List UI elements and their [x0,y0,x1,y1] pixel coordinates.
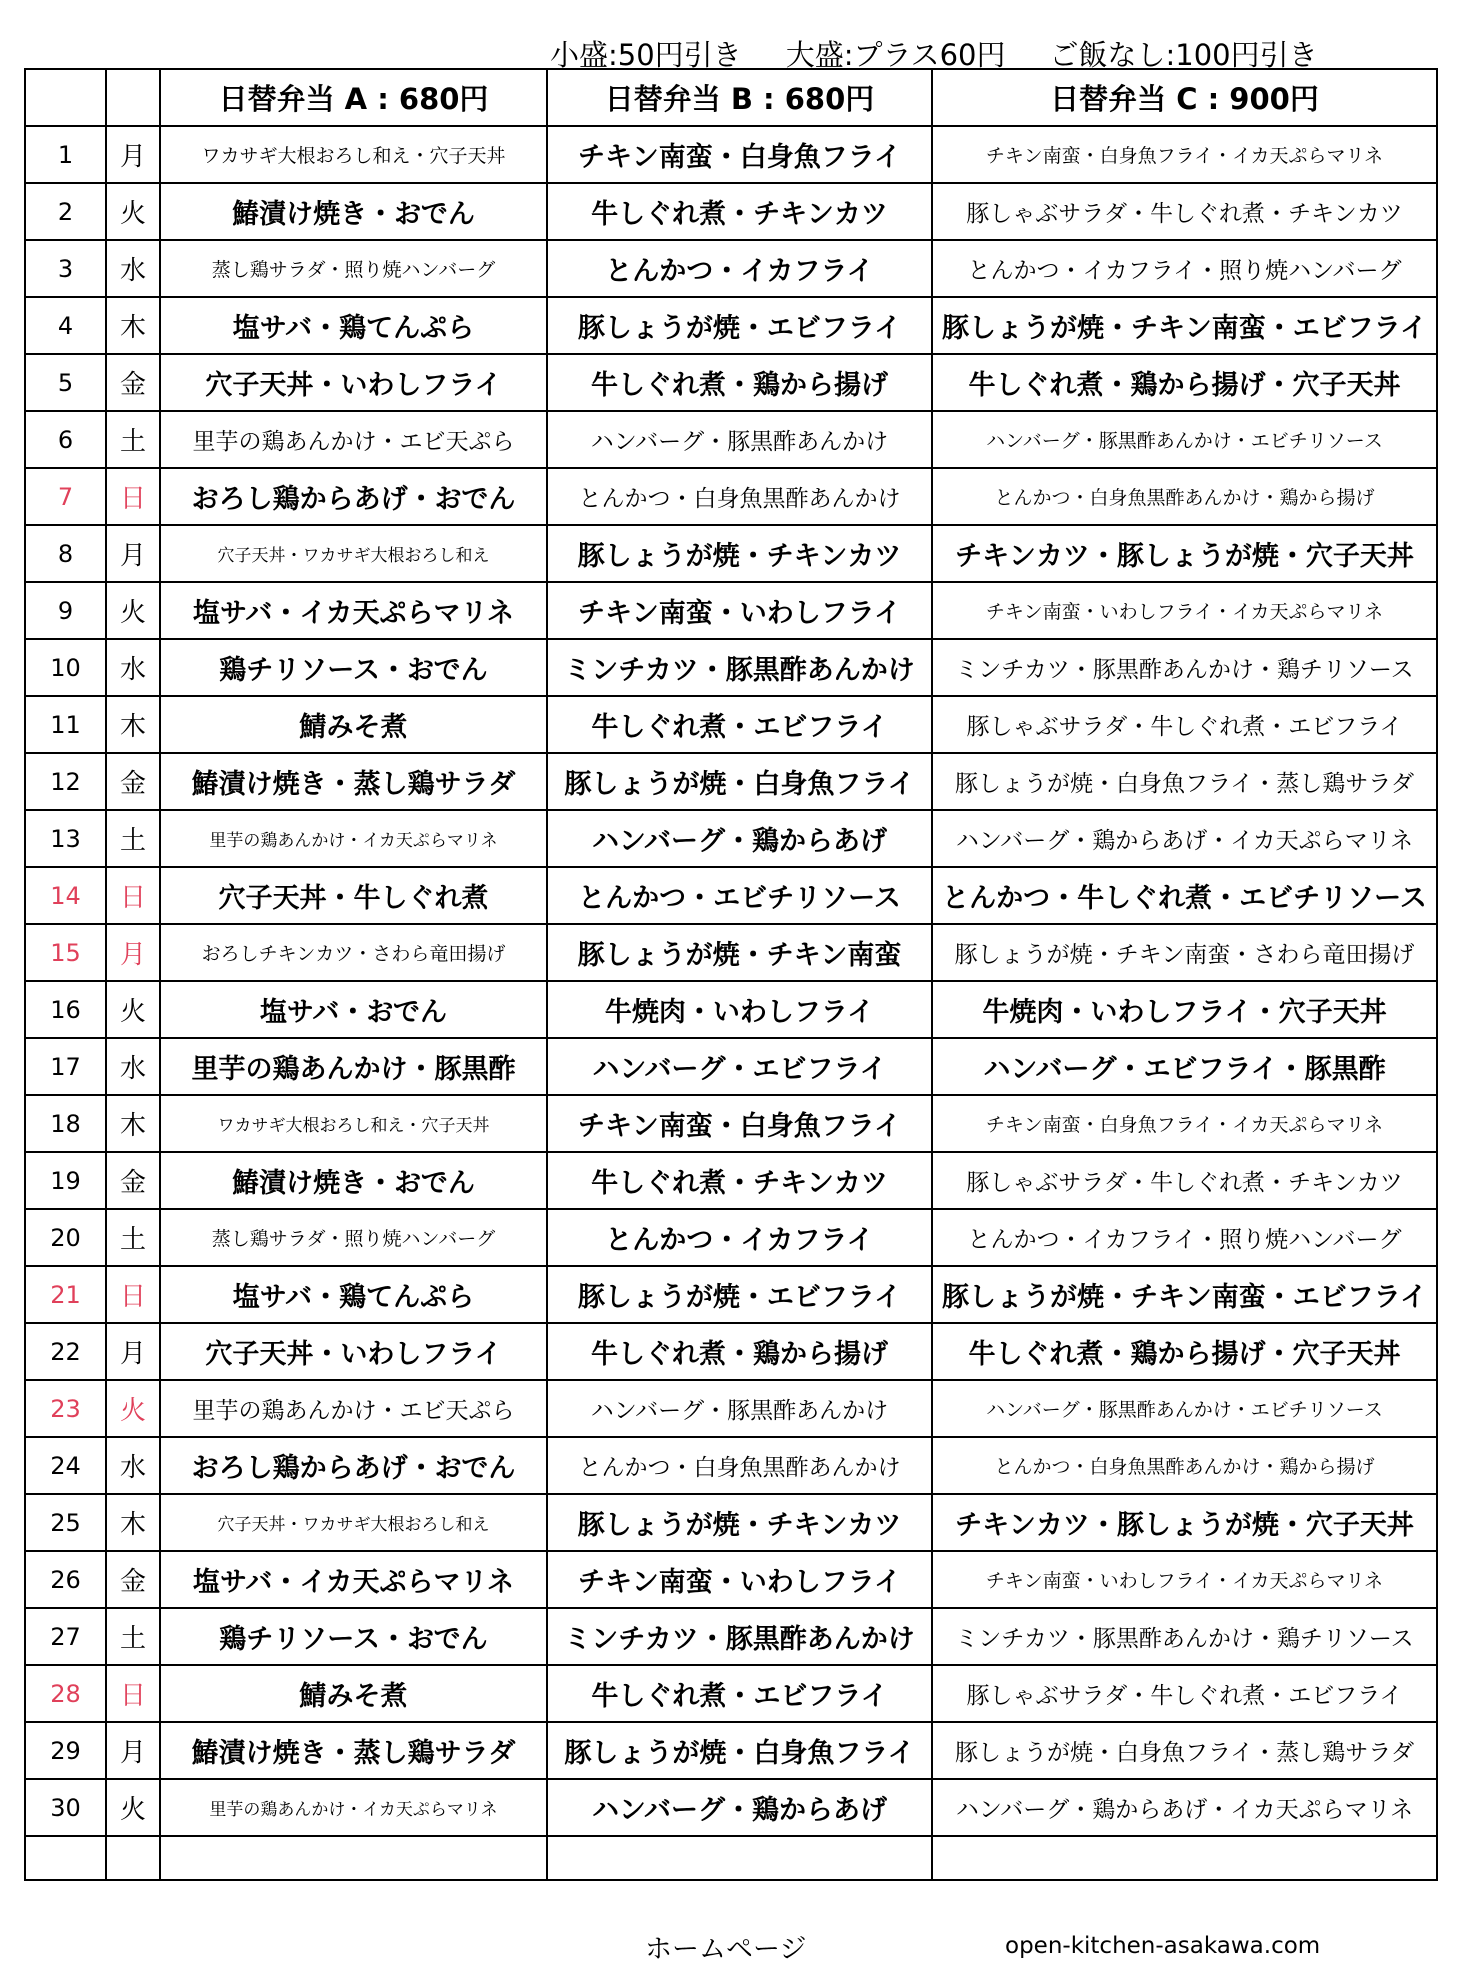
bento-b-cell: とんかつ・エビチリソース [547,867,932,924]
date-cell: 10 [25,639,106,696]
date-cell: 8 [25,525,106,582]
bento-c-cell: ハンバーグ・鶏からあげ・イカ天ぷらマリネ [932,810,1437,867]
bento-a-cell: 鰆漬け焼き・おでん [160,1152,547,1209]
weekday-cell: 金 [106,1152,160,1209]
bento-a-cell: 鯖みそ煮 [160,696,547,753]
date-cell: 6 [25,411,106,468]
table-row [25,1209,1437,1266]
date-cell: 4 [25,297,106,354]
bento-a-cell: 塩サバ・鶏てんぷら [160,297,547,354]
bento-c-cell: ハンバーグ・鶏からあげ・イカ天ぷらマリネ [932,1779,1437,1836]
date-cell: 11 [25,696,106,753]
header-bento-a: 日替弁当 A : 680円 [160,69,547,126]
date-cell: 2 [25,183,106,240]
date-cell: 19 [25,1152,106,1209]
bento-a-cell: 穴子天丼・牛しぐれ煮 [160,867,547,924]
date-cell: 1 [25,126,106,183]
weekday-cell: 金 [106,354,160,411]
table-row [25,867,1437,924]
table-row [25,582,1437,639]
bento-c-cell: とんかつ・白身魚黒酢あんかけ・鶏から揚げ [932,468,1437,525]
monthly-menu-table [24,68,1438,1881]
bento-a-cell: 鶏チリソース・おでん [160,639,547,696]
bento-a-cell: 鶏チリソース・おでん [160,1608,547,1665]
bento-b-cell: 牛しぐれ煮・エビフライ [547,696,932,753]
bento-a-cell: おろし鶏からあげ・おでん [160,1437,547,1494]
bento-b-cell: チキン南蛮・いわしフライ [547,1551,932,1608]
bento-a-cell: おろし鶏からあげ・おでん [160,468,547,525]
table-row [25,183,1437,240]
table-row [25,639,1437,696]
bento-c-cell: 豚しょうが焼・チキン南蛮・エビフライ [932,1266,1437,1323]
weekday-cell: 水 [106,1038,160,1095]
date-cell: 16 [25,981,106,1038]
note-large-portion: 大盛:プラス60円 [785,37,1006,72]
table-row [25,1095,1437,1152]
weekday-cell: 水 [106,240,160,297]
weekday-cell: 木 [106,297,160,354]
bento-c-cell: とんかつ・牛しぐれ煮・エビチリソース [932,867,1437,924]
table-row [25,1266,1437,1323]
table-row [25,126,1437,183]
bento-c-cell: ハンバーグ・エビフライ・豚黒酢 [932,1038,1437,1095]
bento-b-cell: 豚しょうが焼・白身魚フライ [547,1722,932,1779]
bento-c-cell: チキン南蛮・いわしフライ・イカ天ぷらマリネ [932,1551,1437,1608]
bento-c-cell: チキン南蛮・白身魚フライ・イカ天ぷらマリネ [932,126,1437,183]
bento-a-cell: おろしチキンカツ・さわら竜田揚げ [160,924,547,981]
date-cell: 26 [25,1551,106,1608]
bento-a-cell: 穴子天丼・いわしフライ [160,354,547,411]
table-row [25,1437,1437,1494]
weekday-cell: 月 [106,525,160,582]
weekday-cell: 日 [106,867,160,924]
bento-b-cell: 牛しぐれ煮・チキンカツ [547,1152,932,1209]
date-cell: 22 [25,1323,106,1380]
bento-b-cell: ミンチカツ・豚黒酢あんかけ [547,639,932,696]
table-row [25,1608,1437,1665]
bento-c-cell: 豚しょうが焼・白身魚フライ・蒸し鶏サラダ [932,1722,1437,1779]
bento-b-cell: 豚しょうが焼・エビフライ [547,1266,932,1323]
bento-c-cell: とんかつ・イカフライ・照り焼ハンバーグ [932,240,1437,297]
header-row [25,69,1437,126]
bento-b-cell: ハンバーグ・鶏からあげ [547,1779,932,1836]
weekday-cell: 金 [106,753,160,810]
bento-a-cell: 鯖みそ煮 [160,1665,547,1722]
header-weekday [106,69,160,126]
footer-homepage-label: ホームページ [645,1934,807,1965]
bento-c-cell: チキンカツ・豚しょうが焼・穴子天丼 [932,1494,1437,1551]
bento-a-cell: 穴子天丼・いわしフライ [160,1323,547,1380]
weekday-cell: 水 [106,639,160,696]
empty-cell [547,1836,932,1880]
footer-url: open-kitchen-asakawa.com [1005,1933,1321,1959]
bento-b-cell: チキン南蛮・白身魚フライ [547,126,932,183]
date-cell: 7 [25,468,106,525]
bento-c-cell: ハンバーグ・豚黒酢あんかけ・エビチリソース [932,411,1437,468]
date-cell: 17 [25,1038,106,1095]
pricing-notes [550,34,1430,72]
weekday-cell: 火 [106,981,160,1038]
date-cell: 5 [25,354,106,411]
header-date [25,69,106,126]
weekday-cell: 火 [106,1380,160,1437]
bento-a-cell: 穴子天丼・ワカサギ大根おろし和え [160,525,547,582]
bento-a-cell: ワカサギ大根おろし和え・穴子天丼 [160,126,547,183]
bento-c-cell: 豚しょうが焼・チキン南蛮・エビフライ [932,297,1437,354]
weekday-cell: 月 [106,126,160,183]
bento-c-cell: とんかつ・イカフライ・照り焼ハンバーグ [932,1209,1437,1266]
bento-a-cell: 鰆漬け焼き・おでん [160,183,547,240]
table-row [25,411,1437,468]
bento-c-cell: 豚しゃぶサラダ・牛しぐれ煮・エビフライ [932,1665,1437,1722]
weekday-cell: 土 [106,1608,160,1665]
table-row [25,240,1437,297]
table-row [25,1038,1437,1095]
bento-a-cell: 蒸し鶏サラダ・照り焼ハンバーグ [160,240,547,297]
table-row [25,1323,1437,1380]
bento-c-cell: 豚しゃぶサラダ・牛しぐれ煮・エビフライ [932,696,1437,753]
bento-b-cell: 豚しょうが焼・チキン南蛮 [547,924,932,981]
bento-b-cell: 豚しょうが焼・エビフライ [547,297,932,354]
weekday-cell: 土 [106,411,160,468]
table-row [25,1380,1437,1437]
bento-c-cell: 豚しょうが焼・白身魚フライ・蒸し鶏サラダ [932,753,1437,810]
weekday-cell: 火 [106,582,160,639]
weekday-cell: 月 [106,1722,160,1779]
empty-cell [25,1836,106,1880]
bento-b-cell: ハンバーグ・豚黒酢あんかけ [547,1380,932,1437]
table-row [25,924,1437,981]
table-row [25,354,1437,411]
bento-b-cell: 豚しょうが焼・チキンカツ [547,1494,932,1551]
weekday-cell: 火 [106,183,160,240]
bento-b-cell: とんかつ・イカフライ [547,1209,932,1266]
bento-b-cell: 牛焼肉・いわしフライ [547,981,932,1038]
bento-a-cell: 鰆漬け焼き・蒸し鶏サラダ [160,1722,547,1779]
bento-a-cell: 塩サバ・おでん [160,981,547,1038]
bento-a-cell: 里芋の鶏あんかけ・イカ天ぷらマリネ [160,1779,547,1836]
bento-c-cell: ハンバーグ・豚黒酢あんかけ・エビチリソース [932,1380,1437,1437]
menu-body [25,126,1437,1880]
table-row [25,696,1437,753]
weekday-cell: 日 [106,1665,160,1722]
date-cell: 29 [25,1722,106,1779]
date-cell: 25 [25,1494,106,1551]
table-row [25,1152,1437,1209]
date-cell: 27 [25,1608,106,1665]
date-cell: 3 [25,240,106,297]
weekday-cell: 日 [106,468,160,525]
bento-b-cell: ハンバーグ・鶏からあげ [547,810,932,867]
table-row [25,981,1437,1038]
table-row [25,525,1437,582]
bento-b-cell: 牛しぐれ煮・鶏から揚げ [547,1323,932,1380]
weekday-cell: 土 [106,810,160,867]
bento-b-cell: 牛しぐれ煮・鶏から揚げ [547,354,932,411]
empty-cell [160,1836,547,1880]
date-cell: 12 [25,753,106,810]
bento-b-cell: ハンバーグ・エビフライ [547,1038,932,1095]
bento-a-cell: 里芋の鶏あんかけ・エビ天ぷら [160,411,547,468]
date-cell: 28 [25,1665,106,1722]
weekday-cell: 日 [106,1266,160,1323]
table-row [25,1551,1437,1608]
table-row [25,1665,1437,1722]
table-row [25,753,1437,810]
bento-c-cell: 豚しょうが焼・チキン南蛮・さわら竜田揚げ [932,924,1437,981]
bento-b-cell: 豚しょうが焼・白身魚フライ [547,753,932,810]
weekday-cell: 木 [106,1095,160,1152]
date-cell: 13 [25,810,106,867]
bento-c-cell: ミンチカツ・豚黒酢あんかけ・鶏チリソース [932,639,1437,696]
empty-cell [106,1836,160,1880]
header-bento-b: 日替弁当 B : 680円 [547,69,932,126]
bento-b-cell: 牛しぐれ煮・エビフライ [547,1665,932,1722]
bento-b-cell: ミンチカツ・豚黒酢あんかけ [547,1608,932,1665]
bento-a-cell: 里芋の鶏あんかけ・豚黒酢 [160,1038,547,1095]
weekday-cell: 月 [106,1323,160,1380]
bento-c-cell: 牛しぐれ煮・鶏から揚げ・穴子天丼 [932,354,1437,411]
date-cell: 24 [25,1437,106,1494]
bento-c-cell: 牛しぐれ煮・鶏から揚げ・穴子天丼 [932,1323,1437,1380]
date-cell: 23 [25,1380,106,1437]
bento-a-cell: 塩サバ・鶏てんぷら [160,1266,547,1323]
date-cell: 14 [25,867,106,924]
table-row [25,1779,1437,1836]
date-cell: 30 [25,1779,106,1836]
bento-c-cell: チキン南蛮・いわしフライ・イカ天ぷらマリネ [932,582,1437,639]
bento-b-cell: とんかつ・白身魚黒酢あんかけ [547,468,932,525]
table-row [25,1722,1437,1779]
bento-c-cell: 豚しゃぶサラダ・牛しぐれ煮・チキンカツ [932,183,1437,240]
bento-a-cell: 里芋の鶏あんかけ・エビ天ぷら [160,1380,547,1437]
bento-c-cell: ミンチカツ・豚黒酢あんかけ・鶏チリソース [932,1608,1437,1665]
bento-c-cell: チキンカツ・豚しょうが焼・穴子天丼 [932,525,1437,582]
bento-a-cell: 里芋の鶏あんかけ・イカ天ぷらマリネ [160,810,547,867]
bento-c-cell: とんかつ・白身魚黒酢あんかけ・鶏から揚げ [932,1437,1437,1494]
bento-b-cell: とんかつ・イカフライ [547,240,932,297]
bento-c-cell: チキン南蛮・白身魚フライ・イカ天ぷらマリネ [932,1095,1437,1152]
bento-a-cell: 穴子天丼・ワカサギ大根おろし和え [160,1494,547,1551]
weekday-cell: 金 [106,1551,160,1608]
bento-c-cell: 豚しゃぶサラダ・牛しぐれ煮・チキンカツ [932,1152,1437,1209]
bento-a-cell: ワカサギ大根おろし和え・穴子天丼 [160,1095,547,1152]
weekday-cell: 水 [106,1437,160,1494]
date-cell: 18 [25,1095,106,1152]
bento-b-cell: 豚しょうが焼・チキンカツ [547,525,932,582]
weekday-cell: 木 [106,1494,160,1551]
bento-a-cell: 蒸し鶏サラダ・照り焼ハンバーグ [160,1209,547,1266]
weekday-cell: 木 [106,696,160,753]
header-bento-c: 日替弁当 C : 900円 [932,69,1437,126]
bento-b-cell: 牛しぐれ煮・チキンカツ [547,183,932,240]
bento-b-cell: チキン南蛮・白身魚フライ [547,1095,932,1152]
date-cell: 15 [25,924,106,981]
bento-b-cell: とんかつ・白身魚黒酢あんかけ [547,1437,932,1494]
bento-a-cell: 塩サバ・イカ天ぷらマリネ [160,582,547,639]
table-row [25,297,1437,354]
weekday-cell: 火 [106,1779,160,1836]
empty-cell [932,1836,1437,1880]
bento-b-cell: ハンバーグ・豚黒酢あんかけ [547,411,932,468]
weekday-cell: 月 [106,924,160,981]
table-row [25,810,1437,867]
bento-a-cell: 鰆漬け焼き・蒸し鶏サラダ [160,753,547,810]
table-row [25,1494,1437,1551]
weekday-cell: 土 [106,1209,160,1266]
note-no-rice: ご飯なし:100円引き [1049,37,1318,72]
note-small-portion: 小盛:50円引き [550,37,742,72]
bento-b-cell: チキン南蛮・いわしフライ [547,582,932,639]
bento-a-cell: 塩サバ・イカ天ぷらマリネ [160,1551,547,1608]
date-cell: 21 [25,1266,106,1323]
table-row [25,468,1437,525]
date-cell: 9 [25,582,106,639]
date-cell: 20 [25,1209,106,1266]
bento-c-cell: 牛焼肉・いわしフライ・穴子天丼 [932,981,1437,1038]
blank-row [25,1836,1437,1880]
